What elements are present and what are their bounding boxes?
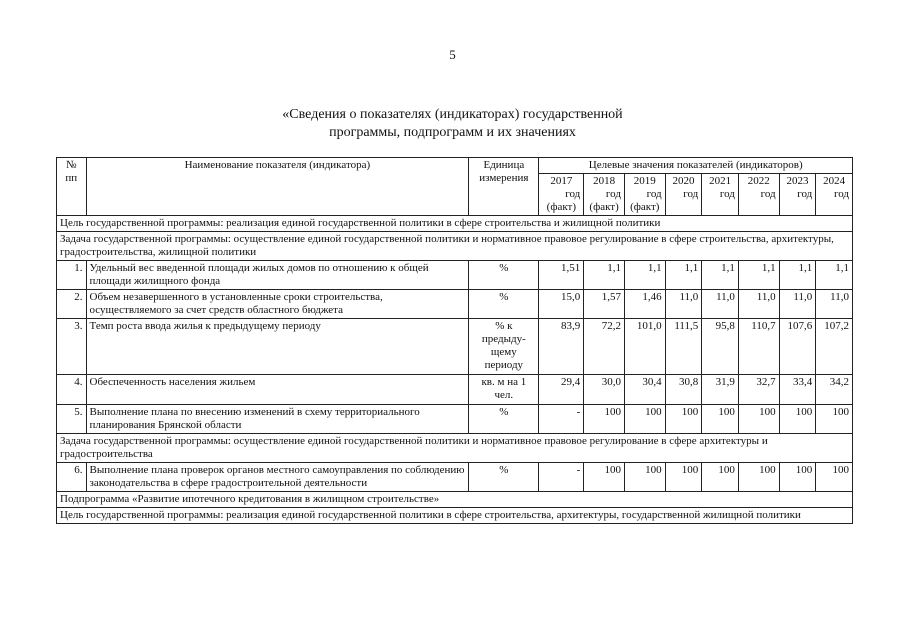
header-year-2021 [702,174,739,216]
indicator-value: 1,1 [738,261,779,290]
indicator-value: 100 [816,405,853,434]
indicator-value: 100 [738,463,779,492]
indicator-name: Выполнение плана проверок органов местного самоуправления по соблюдению законодательства в сфере градостроительной деятельности [86,463,469,492]
indicator-value: 95,8 [702,319,739,375]
indicator-value: 1,1 [624,261,665,290]
indicator-value: 100 [665,463,702,492]
indicator-unit: кв. м на 1 чел. [469,375,539,405]
header-year-number: 2023 [786,175,809,187]
indicator-value: 1,46 [624,290,665,319]
indicator-value: - [539,463,584,492]
indicator-value: - [539,405,584,434]
indicator-value: 83,9 [539,319,584,375]
table-row [57,290,853,319]
indicator-value: 11,0 [816,290,853,319]
indicator-unit: % [469,261,539,290]
indicator-unit: % к предыду-щему периоду [469,319,539,375]
header-year-2019 [624,174,665,216]
indicator-value: 11,0 [665,290,702,319]
indicator-value: 100 [665,405,702,434]
page-number: 5 [449,47,456,62]
indicator-unit: % [469,290,539,319]
header-year-number: 2019 [633,175,656,187]
header-year-fact: (факт) [589,201,619,213]
indicator-value: 100 [584,463,625,492]
header-year-fact: (факт) [546,201,577,213]
document-title [0,106,905,142]
table-row [57,463,853,492]
section-task-1-text: Задача государственной программы: осуществление единой государственной политики и нормативное правовое регулирование в сфере строительства, архитектуры, градостроительства, жилищной политики [57,232,853,261]
indicator-value: 15,0 [539,290,584,319]
title-line-2: программы, подпрограмм и их значениях [329,125,576,140]
header-num: № пп [57,158,87,216]
indicator-value: 100 [702,463,739,492]
indicator-value: 30,8 [665,375,702,405]
section-task-2 [57,434,853,463]
indicator-value: 100 [779,463,816,492]
indicator-unit: % [469,405,539,434]
table-row [57,375,853,405]
section-subprogram-text: Подпрограмма «Развитие ипотечного кредитования в жилищном строительстве» [57,492,853,508]
indicator-name: Выполнение плана по внесению изменений в схему территориального планирования Брянской области [86,405,469,434]
indicator-value: 1,1 [816,261,853,290]
indicator-value: 1,1 [702,261,739,290]
indicator-value: 107,6 [779,319,816,375]
table-row [57,405,853,434]
header-year-number: 2017 [550,175,573,187]
header-year-label: год [760,188,776,200]
indicator-value: 1,1 [665,261,702,290]
section-goal-2-text: Цель государственной программы: реализация единой государственной политики в сфере строительства, архитектуры, государственной жилищной политики [57,508,853,524]
indicator-value: 1,51 [539,261,584,290]
indicator-value: 100 [584,405,625,434]
header-year-number: 2024 [823,175,846,187]
table-row [57,261,853,290]
row-number: 4. [57,375,87,405]
indicator-name: Обеспеченность населения жильем [86,375,469,405]
row-number: 5. [57,405,87,434]
header-year-label: год [605,188,621,200]
header-name: Наименование показателя (индикатора) [86,158,469,216]
header-unit: Единица измерения [469,158,539,216]
header-year-2022 [738,174,779,216]
header-targets: Целевые значения показателей (индикаторов) [539,158,853,174]
header-year-2024 [816,174,853,216]
indicator-value: 101,0 [624,319,665,375]
header-year-label: год [833,188,849,200]
indicator-value: 1,1 [584,261,625,290]
header-year-2023 [779,174,816,216]
indicator-value: 100 [702,405,739,434]
header-year-2017 [539,174,584,216]
row-number: 6. [57,463,87,492]
header-year-2018 [584,174,625,216]
indicator-value: 11,0 [779,290,816,319]
row-number: 1. [57,261,87,290]
section-task-2-text: Задача государственной программы: осуществление единой государственной политики и нормативное правовое регулирование в сфере архитектуры и градостроительства [57,434,853,463]
table-row [57,319,853,375]
header-year-number: 2018 [593,175,616,187]
indicator-value: 100 [816,463,853,492]
indicator-value: 107,2 [816,319,853,375]
row-number: 3. [57,319,87,375]
indicator-unit: % [469,463,539,492]
section-goal-1 [57,216,853,232]
header-year-number: 2020 [672,175,695,187]
indicator-value: 30,4 [624,375,665,405]
header-year-label: год [719,188,735,200]
row-number: 2. [57,290,87,319]
section-goal-1-text: Цель государственной программы: реализация единой государственной политики в сфере строительства и жилищной политики [57,216,853,232]
header-year-number: 2021 [709,175,732,187]
indicator-value: 111,5 [665,319,702,375]
title-line-1: «Сведения о показателях (индикаторах) государственной [282,107,623,122]
indicator-value: 100 [738,405,779,434]
section-task-1 [57,232,853,261]
indicator-value: 33,4 [779,375,816,405]
section-goal-2 [57,508,853,524]
indicator-value: 11,0 [738,290,779,319]
indicator-value: 110,7 [738,319,779,375]
indicator-value: 11,0 [702,290,739,319]
indicator-value: 1,1 [779,261,816,290]
header-year-number: 2022 [747,175,770,187]
indicator-value: 1,57 [584,290,625,319]
header-year-fact: (факт) [630,201,660,213]
section-subprogram [57,492,853,508]
header-year-label: год [797,188,813,200]
header-year-2020 [665,174,702,216]
indicator-value: 29,4 [539,375,584,405]
indicator-value: 72,2 [584,319,625,375]
indicator-value: 31,9 [702,375,739,405]
indicator-value: 32,7 [738,375,779,405]
header-row [57,158,853,174]
indicator-name: Объем незавершенного в установленные сроки строительства, осуществляемого за счет средств областного бюджета [86,290,469,319]
indicator-value: 34,2 [816,375,853,405]
header-year-label: год [565,188,581,200]
indicator-name: Темп роста ввода жилья к предыдущему периоду [86,319,469,375]
indicator-value: 100 [779,405,816,434]
indicator-value: 100 [624,463,665,492]
indicator-value: 100 [624,405,665,434]
header-year-label: год [683,188,699,200]
indicator-name: Удельный вес введенной площади жилых домов по отношению к общей площади жилищного фонда [86,261,469,290]
indicator-value: 30,0 [584,375,625,405]
header-year-label: год [646,188,662,200]
indicators-table [56,157,853,524]
